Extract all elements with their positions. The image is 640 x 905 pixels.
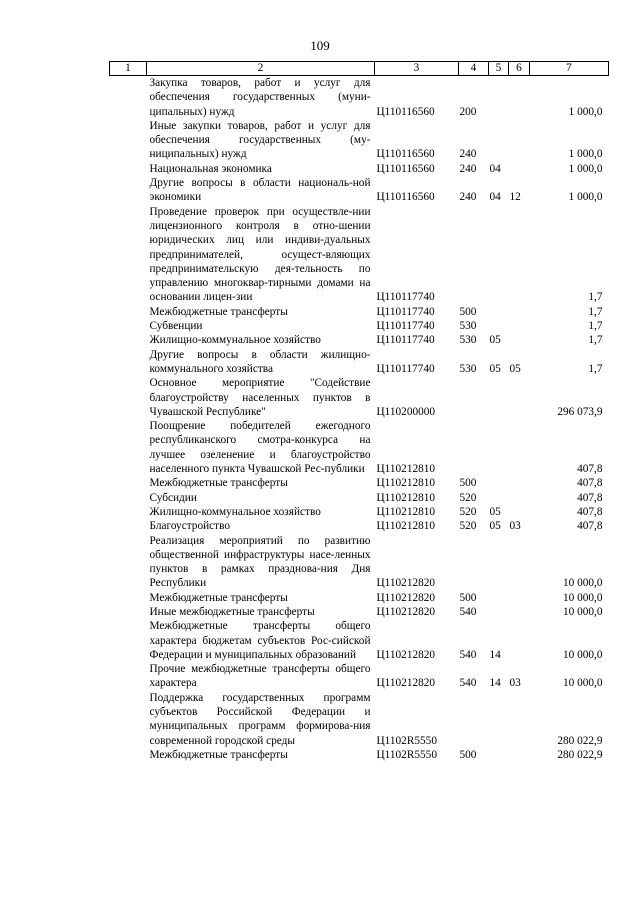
- cell-expense-type: 500: [459, 591, 477, 604]
- cell-name: Межбюджетные трансферты: [149, 477, 288, 490]
- cell-amount: 1,7: [588, 362, 603, 375]
- cell-section: [489, 591, 509, 605]
- cell-expense-type: 540: [459, 605, 477, 618]
- cell-amount: 10 000,0: [562, 605, 603, 618]
- cell-amount: 10 000,0: [562, 591, 603, 604]
- cell-index: [110, 491, 147, 505]
- table-header: [110, 62, 609, 76]
- cell-subsection: [509, 605, 530, 619]
- cell-target-code: Ц110212810: [376, 491, 436, 504]
- cell-amount: 1,7: [588, 334, 603, 347]
- cell-index: [110, 205, 147, 305]
- cell-section: [489, 205, 509, 305]
- column-header-6: 6: [509, 62, 530, 76]
- table-row: [110, 476, 609, 490]
- column-header-4: 4: [459, 62, 489, 76]
- cell-amount: 10 000,0: [562, 648, 603, 661]
- cell-name: Благоустройство: [149, 520, 230, 533]
- cell-subsection: [509, 205, 530, 305]
- cell-expense-type: [459, 376, 489, 419]
- cell-name: Иные межбюджетные трансферты: [149, 605, 315, 618]
- cell-name: Поддержка государственных программ субъектов Российской Федерации и муниципальных программ формирова-ния современной городской среды: [149, 691, 371, 747]
- cell-expense-type: [459, 691, 489, 748]
- column-header-7: 7: [530, 62, 609, 76]
- table-row: [110, 534, 609, 591]
- table-row: [110, 662, 609, 691]
- cell-index: [110, 619, 147, 662]
- cell-index: [110, 319, 147, 333]
- cell-expense-type: 530: [459, 320, 477, 333]
- cell-subsection: [509, 119, 530, 162]
- table-row: [110, 305, 609, 319]
- cell-section: [489, 305, 509, 319]
- cell-amount: 280 022,9: [557, 734, 603, 747]
- cell-target-code: Ц110212820: [376, 577, 436, 590]
- cell-expense-type: [459, 534, 489, 591]
- cell-amount: 407,8: [577, 520, 603, 533]
- cell-expense-type: 240: [459, 162, 477, 175]
- cell-index: [110, 605, 147, 619]
- cell-index: [110, 534, 147, 591]
- cell-target-code: Ц110212810: [376, 520, 436, 533]
- cell-expense-type: 240: [459, 191, 477, 204]
- table-row: [110, 591, 609, 605]
- cell-name: Другие вопросы в области жилищно-коммунального хозяйства: [149, 348, 371, 375]
- cell-name: Поощрение победителей ежегодного республиканского смотра-конкурса на лучшее озеленение и благоустройство населенного пункта Чувашской Рес-публики: [149, 420, 371, 476]
- cell-target-code: Ц110117740: [376, 305, 435, 318]
- cell-name: Межбюджетные трансферты: [149, 305, 288, 318]
- cell-section: [489, 534, 509, 591]
- cell-name: Субсидии: [149, 491, 197, 504]
- table-row: [110, 333, 609, 347]
- cell-target-code: Ц110212810: [376, 505, 436, 518]
- cell-section: [489, 605, 509, 619]
- cell-amount: 280 022,9: [557, 748, 603, 761]
- cell-expense-type: 540: [459, 677, 477, 690]
- cell-section: [489, 119, 509, 162]
- cell-name: Закупка товаров, работ и услуг для обеспечения государственных (муни-ципальных) нужд: [149, 77, 371, 118]
- table-row: [110, 205, 609, 305]
- cell-subsection: 12: [509, 191, 521, 204]
- cell-expense-type: 530: [459, 334, 477, 347]
- header-row: [110, 62, 609, 76]
- cell-target-code: Ц110117740: [376, 291, 435, 304]
- cell-expense-type: 530: [459, 362, 477, 375]
- table-row: [110, 519, 609, 533]
- cell-amount: 1 000,0: [568, 148, 603, 161]
- cell-name: Субвенции: [149, 320, 203, 333]
- cell-name: Прочие межбюджетные трансферты общего характера: [149, 663, 371, 690]
- cell-expense-type: 540: [459, 648, 477, 661]
- cell-amount: 296 073,9: [557, 405, 603, 418]
- table-row: [110, 605, 609, 619]
- cell-target-code: Ц110116560: [376, 191, 435, 204]
- cell-subsection: [509, 505, 530, 519]
- cell-expense-type: 520: [459, 505, 477, 518]
- cell-section: [489, 419, 509, 476]
- cell-section: [489, 748, 509, 762]
- cell-index: [110, 748, 147, 762]
- cell-amount: 1,7: [588, 305, 603, 318]
- cell-subsection: [509, 591, 530, 605]
- table-row: [110, 419, 609, 476]
- cell-index: [110, 162, 147, 176]
- table-body: [110, 76, 609, 763]
- cell-name: Межбюджетные трансферты общего характера бюджетам субъектов Рос-сийской Федерации и муниципальных образований: [149, 620, 371, 661]
- cell-index: [110, 376, 147, 419]
- cell-target-code: Ц110117740: [376, 362, 435, 375]
- cell-subsection: [509, 476, 530, 490]
- cell-section: [489, 76, 509, 119]
- cell-amount: 1,7: [588, 320, 603, 333]
- cell-subsection: [509, 376, 530, 419]
- column-header-2: 2: [147, 62, 375, 76]
- cell-target-code: Ц110200000: [376, 405, 436, 418]
- cell-target-code: Ц1102R5550: [376, 748, 437, 761]
- table-row: [110, 119, 609, 162]
- table-row: [110, 491, 609, 505]
- cell-section: 14: [489, 648, 501, 661]
- cell-subsection: [509, 319, 530, 333]
- table-row: [110, 505, 609, 519]
- cell-section: [489, 476, 509, 490]
- cell-name: Проведение проверок при осуществле-нии лицензионного контроля в отно-шении юридических лиц или индиви-дуальных предпринимателей, осущест-вляющих предпринимательскую дея-тельность по управлению многоквар-тирными домами на основании лицен-зии: [149, 205, 371, 304]
- cell-amount: 407,8: [577, 463, 603, 476]
- cell-expense-type: 500: [459, 748, 477, 761]
- cell-index: [110, 76, 147, 119]
- cell-target-code: Ц110212820: [376, 591, 436, 604]
- table-row: [110, 619, 609, 662]
- cell-subsection: [509, 691, 530, 748]
- cell-section: 05: [489, 334, 501, 347]
- table-row: [110, 176, 609, 205]
- cell-index: [110, 691, 147, 748]
- cell-section: 04: [489, 162, 501, 175]
- budget-table: [109, 61, 609, 762]
- table-row: [110, 76, 609, 119]
- cell-target-code: Ц110117740: [376, 320, 435, 333]
- cell-section: 05: [489, 505, 501, 518]
- cell-target-code: Ц110116560: [376, 148, 435, 161]
- cell-amount: 1 000,0: [568, 105, 603, 118]
- cell-subsection: [509, 76, 530, 119]
- table-row: [110, 162, 609, 176]
- cell-subsection: [509, 491, 530, 505]
- cell-target-code: Ц110212810: [376, 463, 436, 476]
- cell-subsection: [509, 305, 530, 319]
- cell-name: Жилищно-коммунальное хозяйство: [149, 334, 321, 347]
- cell-expense-type: 520: [459, 491, 477, 504]
- table-row: [110, 348, 609, 377]
- cell-amount: 407,8: [577, 491, 603, 504]
- cell-subsection: [509, 419, 530, 476]
- cell-section: 05: [489, 520, 501, 533]
- cell-expense-type: [459, 205, 489, 305]
- cell-expense-type: 200: [459, 105, 477, 118]
- cell-name: Межбюджетные трансферты: [149, 591, 288, 604]
- cell-index: [110, 119, 147, 162]
- cell-index: [110, 305, 147, 319]
- cell-section: 14: [489, 677, 501, 690]
- cell-target-code: Ц110212820: [376, 677, 436, 690]
- table-row: [110, 319, 609, 333]
- column-header-1: 1: [110, 62, 147, 76]
- cell-expense-type: 500: [459, 477, 477, 490]
- cell-name: Иные закупки товаров, работ и услуг для обеспечения государственных (му-ниципальных) нужд: [149, 119, 371, 161]
- cell-subsection: 05: [509, 362, 521, 375]
- cell-amount: 1 000,0: [568, 191, 603, 204]
- cell-amount: 407,8: [577, 477, 603, 490]
- cell-index: [110, 476, 147, 490]
- cell-amount: 1,7: [588, 291, 603, 304]
- cell-amount: 10 000,0: [562, 577, 603, 590]
- cell-index: [110, 591, 147, 605]
- cell-section: 04: [489, 191, 501, 204]
- cell-target-code: Ц110116560: [376, 105, 435, 118]
- cell-name: Межбюджетные трансферты: [149, 748, 288, 761]
- cell-target-code: Ц110212820: [376, 648, 436, 661]
- cell-index: [110, 176, 147, 205]
- cell-index: [110, 505, 147, 519]
- cell-subsection: [509, 162, 530, 176]
- cell-target-code: Ц110117740: [376, 334, 435, 347]
- cell-subsection: [509, 748, 530, 762]
- column-header-5: 5: [489, 62, 509, 76]
- cell-subsection: [509, 534, 530, 591]
- cell-amount: 407,8: [577, 505, 603, 518]
- cell-section: [489, 376, 509, 419]
- cell-section: 05: [489, 362, 501, 375]
- cell-expense-type: 520: [459, 520, 477, 533]
- cell-target-code: Ц110212810: [376, 477, 436, 490]
- cell-target-code: Ц1102R5550: [376, 734, 437, 747]
- cell-target-code: Ц110116560: [376, 162, 435, 175]
- cell-name: Реализация мероприятий по развитию общественной инфраструктуры насе-ленных пунктов в рамках празднова-ния Дня Республики: [149, 534, 371, 590]
- column-header-3: 3: [375, 62, 459, 76]
- page-number: 109: [310, 38, 330, 53]
- table-row: [110, 376, 609, 419]
- cell-name: Основное мероприятие "Содействие благоустройству населенных пунктов в Чувашской Республике": [149, 377, 371, 418]
- table-row: [110, 748, 609, 762]
- table-row: [110, 691, 609, 748]
- cell-index: [110, 662, 147, 691]
- cell-target-code: Ц110212820: [376, 605, 436, 618]
- cell-index: [110, 419, 147, 476]
- cell-section: [489, 319, 509, 333]
- cell-name: Другие вопросы в области националь-ной экономики: [149, 177, 371, 204]
- cell-name: Национальная экономика: [149, 162, 272, 175]
- cell-index: [110, 333, 147, 347]
- cell-amount: 10 000,0: [562, 677, 603, 690]
- cell-subsection: 03: [509, 520, 521, 533]
- cell-expense-type: 500: [459, 305, 477, 318]
- cell-section: [489, 691, 509, 748]
- cell-expense-type: [459, 419, 489, 476]
- cell-name: Жилищно-коммунальное хозяйство: [149, 505, 321, 518]
- cell-amount: 1 000,0: [568, 162, 603, 175]
- cell-section: [489, 491, 509, 505]
- cell-index: [110, 348, 147, 377]
- cell-subsection: [509, 619, 530, 662]
- cell-subsection: [509, 333, 530, 347]
- cell-index: [110, 519, 147, 533]
- cell-subsection: 03: [509, 677, 521, 690]
- cell-expense-type: 240: [459, 148, 477, 161]
